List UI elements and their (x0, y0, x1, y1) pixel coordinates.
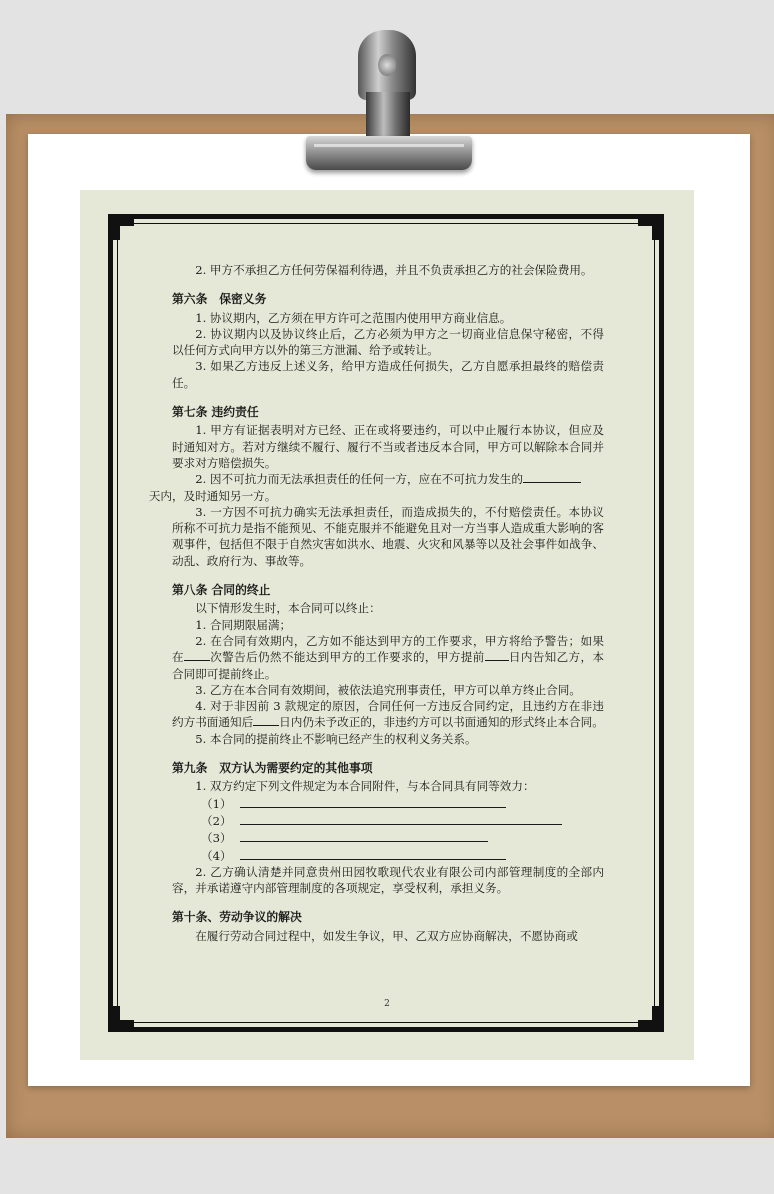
attachment-blank (240, 847, 506, 860)
attachment-label: （2） (201, 813, 232, 828)
attachment-label: （1） (201, 796, 232, 811)
attachment-line (201, 812, 604, 829)
article8-item5: 5. 本合同的提前终止不影响已经产生的权利义务关系。 (195, 731, 477, 746)
article6-item1: 1. 协议期内，乙方须在甲方许可之范围内使用甲方商业信息。 (195, 310, 512, 325)
article7-item2 (148, 471, 604, 504)
article8-item2-part-a: 2. 在合同有效期内，乙方如不能达到甲方的工作要求，甲方将给予警告；如果在 (172, 633, 604, 665)
article8-item4 (172, 698, 604, 731)
article10-title: 第十条、劳动争议的解决 (172, 910, 302, 925)
attachment-line (201, 795, 604, 812)
paragraph-insurance: 2. 甲方不承担乙方任何劳保福利待遇，并且不负责承担乙方的社会保险费用。 (195, 263, 593, 277)
article8-item2-part-c: 日内告知乙方，本合同即可提前终止。 (172, 650, 604, 681)
border-corner-top-right (638, 214, 664, 240)
article8-item2-part-b: 次警告后仍然不能达到甲方的工作要求的，甲方提前 (209, 650, 485, 665)
article10-lead: 在履行劳动合同过程中，如发生争议，甲、乙双方应协商解决，不愿协商或 (195, 928, 578, 943)
binder-clip-base (306, 136, 472, 170)
attachment-line (201, 847, 604, 864)
border-corner-bottom-right (638, 1006, 664, 1032)
article8-item4-part-a: 4. 对于非因前 3 款规定的原因，合同任何一方违反合同约定，且违约方在非违约方书面通知后 (172, 699, 604, 730)
article7-item2-part-a: 2. 因不可抗力而无法承担责任的任何一方，应在不可抗力发生的 (195, 472, 523, 487)
attachment-blank (240, 829, 488, 842)
binder-clip-neck (366, 92, 410, 138)
border-corner-top-left (108, 214, 134, 240)
attachment-blank (240, 795, 506, 808)
article9-item1: 1. 双方约定下列文件规定为本合同附件，与本合同具有同等效力： (195, 779, 535, 794)
blank-warnings (184, 649, 210, 661)
article8-lead: 以下情形发生时，本合同可以终止： (195, 601, 381, 616)
attachment-label: （4） (201, 848, 232, 863)
page-number: 2 (384, 999, 390, 1009)
article7-title: 第七条 违约责任 (172, 405, 259, 420)
attachment-label: （3） (201, 831, 232, 846)
document-body (148, 262, 604, 944)
article6-title: 第六条 保密义务 (172, 292, 267, 307)
article7-item2-part-b: 天内，及时通知另一方。 (148, 488, 277, 503)
article8-item1: 1. 合同期限届满； (195, 617, 292, 632)
border-corner-bottom-left (108, 1006, 134, 1032)
article6-item2: 2. 协议期内以及协议终止后，乙方必须为甲方之一切商业信息保守秘密，不得以任何方式向甲方以外的第三方泄漏、给予或转让。 (172, 326, 604, 358)
attachment-blank (240, 812, 562, 825)
article8-item4-part-b: 日内仍未予改正的，非违约方可以书面通知的形式终止本合同。 (279, 715, 604, 730)
attachment-line (201, 829, 604, 846)
article7-item1: 1. 甲方有证据表明对方已经、正在或将要违约，可以中止履行本协议，但应及时通知对方。若对方继续不履行、履行不当或者违反本合同，甲方可以解除本合同并要求对方赔偿损失。 (172, 423, 604, 470)
article9-title: 第九条 双方认为需要约定的其他事项 (172, 761, 373, 776)
article7-item3: 3. 一方因不可抗力确实无法承担责任，而造成损失的，不付赔偿责任。本协议所称不可抗力是指不能预见、不能克服并不能避免且对一方当事人造成重大影响的客观事件，包括但不限于自然灾害如洪水、地震、火灾和风暴等以及社会事件如战争、动乱、政府行为、事故等。 (172, 504, 604, 568)
article8-item2 (172, 633, 604, 682)
binder-clip-hole (378, 54, 396, 76)
article8-title: 第八条 合同的终止 (172, 583, 271, 598)
blank-correction-days (253, 714, 279, 726)
blank-notice-days (485, 649, 509, 661)
article9-item2: 2. 乙方确认清楚并同意贵州田园牧歌现代农业有限公司内部管理制度的全部内容，并承诺遵守内部管理制度的各项规定，享受权利，承担义务。 (172, 864, 604, 896)
article8-item3: 3. 乙方在本合同有效期间，被依法追究刑事责任，甲方可以单方终止合同。 (195, 682, 581, 697)
article6-item3: 3. 如果乙方违反上述义务，给甲方造成任何损失，乙方自愿承担最终的赔偿责任。 (172, 359, 604, 390)
blank-days (523, 471, 581, 483)
